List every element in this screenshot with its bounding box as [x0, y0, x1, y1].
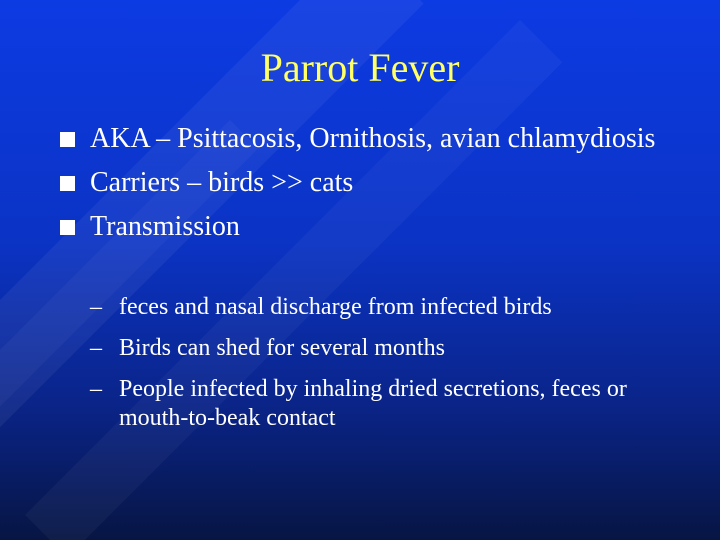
dash-bullet-marker: –: [90, 335, 102, 361]
square-bullet-icon: [60, 220, 75, 235]
bullet-list: [58, 121, 668, 253]
sub-bullet-item-infected: [58, 375, 668, 433]
sub-bullet-item-feces: [58, 293, 668, 322]
sub-bullet-text: People infected by inhaling dried secretions, feces or mouth-to-beak contact: [119, 376, 627, 431]
bullet-item-transmission: [58, 209, 668, 244]
square-bullet-icon: [60, 132, 75, 147]
square-bullet-icon: [60, 176, 75, 191]
bullet-text: AKA – Psittacosis, Ornithosis, avian chlamydiosis: [90, 123, 656, 154]
sub-bullet-item-shed: [58, 334, 668, 363]
bullet-text: Carriers – birds >> cats: [90, 167, 354, 198]
bullet-text: Transmission: [90, 211, 240, 242]
slide-title: Parrot Fever: [260, 45, 460, 90]
dash-bullet-marker: –: [90, 376, 102, 402]
sub-bullet-text: feces and nasal discharge from infected birds: [119, 294, 552, 320]
bullet-item-carriers: [58, 165, 668, 200]
sub-bullet-list: [58, 293, 668, 445]
dash-bullet-marker: –: [90, 294, 102, 320]
sub-bullet-text: Birds can shed for several months: [119, 335, 445, 361]
bullet-item-aka: [58, 121, 668, 156]
